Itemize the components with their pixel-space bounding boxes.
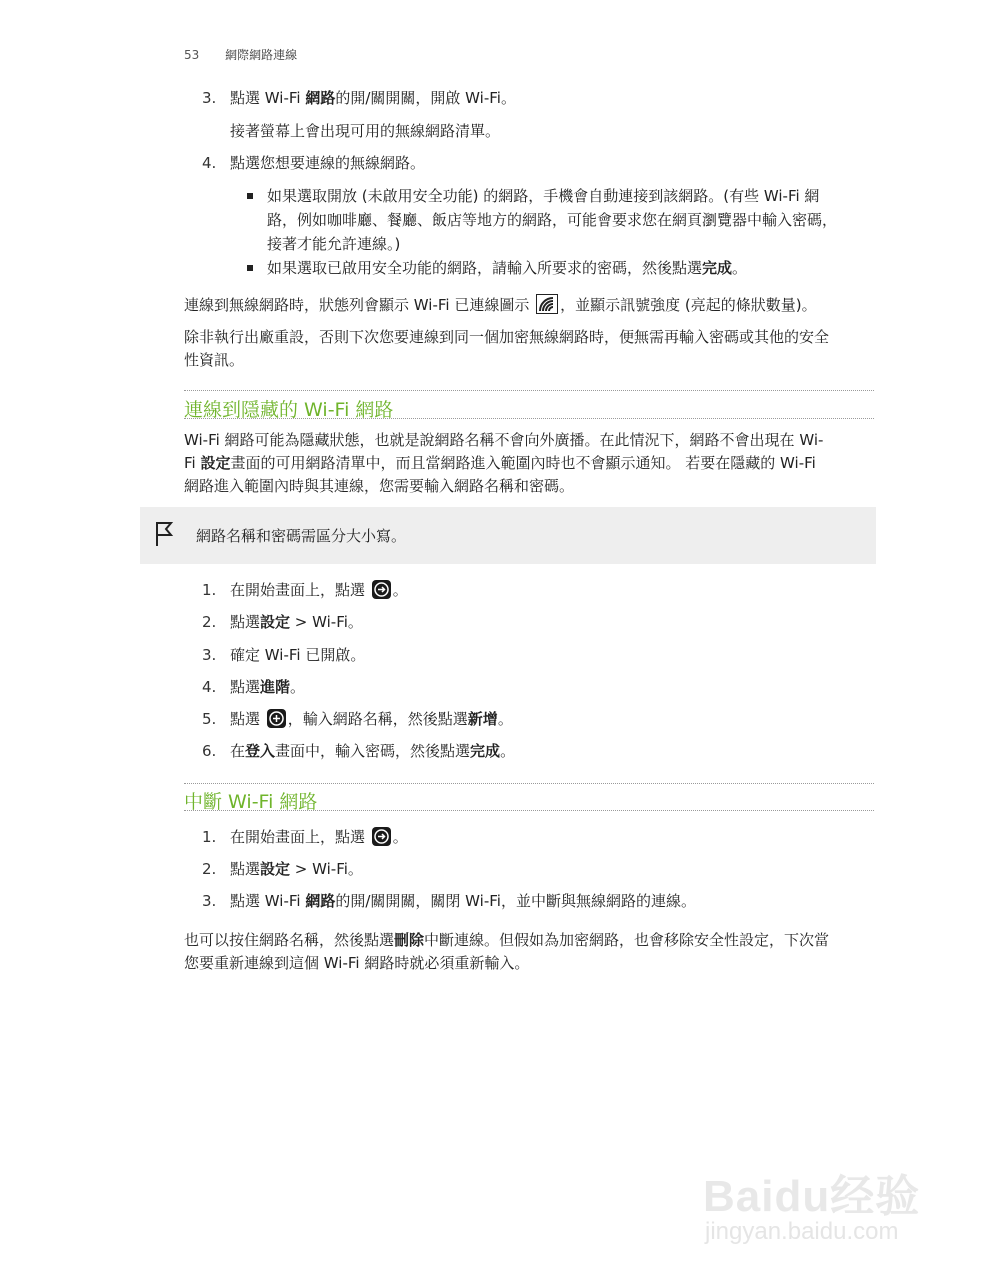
reset-paragraph-line-1: 除非執行出廠重設，否則下次您要連線到同一個加密無線網路時，便無需再輸入密碼或其他的安全 [184,328,830,346]
section-title-hidden-network: 連線到隱藏的 Wi-Fi 網路 [184,399,394,421]
bullet-2: 如果選取已啟用安全功能的網路，請輸入所要求的密碼，然後點選完成。 [267,259,748,277]
disconnect-step-1: 1. 在開始畫面上，點選 。 [202,828,408,846]
hidden-step-2: 2. 點選設定 > Wi-Fi。 [202,613,363,631]
arrow-right-circle-icon [372,580,391,599]
disconnect-outro-line-2: 您要重新連線到這個 Wi-Fi 網路時就必須重新輸入。 [184,954,530,972]
hidden-step-1: 1. 在開始畫面上，點選 。 [202,581,408,599]
hidden-intro-line-3: 網路進入範圍內時與其連線，您需要輸入網路名稱和密碼。 [184,477,575,495]
step-3-subtext: 接著螢幕上會出現可用的無線網路清單。 [230,122,501,140]
hidden-step-5: 5. 點選 ，輸入網路名稱，然後點選新增。 [202,710,513,728]
disconnect-outro-line-1: 也可以按住網路名稱，然後點選刪除中斷連線。但假如為加密網路，也會移除安全性設定，下次當 [184,931,830,949]
page-number: 53 [184,48,200,62]
hidden-intro-line-1: Wi-Fi 網路可能為隱藏狀態，也就是說網路名稱不會向外廣播。在此情況下，網路不會出現在 Wi- [184,431,824,449]
status-paragraph: 連線到無線網路時，狀態列會顯示 Wi-Fi 已連線圖示 ，並顯示訊號強度 (亮起的條狀數量)。 [184,296,817,314]
bullet-marker [247,193,253,199]
header-title: 網際網路連線 [225,48,298,62]
arrow-right-circle-icon [372,827,391,846]
bullet-marker [247,265,253,271]
hidden-step-4: 4. 點選進階。 [202,678,306,696]
page-header [184,46,297,63]
note-text: 網路名稱和密碼需區分大小寫。 [196,527,407,545]
section-divider [184,810,874,811]
section-divider [184,390,874,391]
step-4-select-network: 4. 點選您想要連線的無線網路。 [202,154,426,172]
bullet-1-line-2: 路，例如咖啡廳、餐廳、飯店等地方的網路，可能會要求您在網頁瀏覽器中輸入密碼， [267,211,838,229]
hidden-intro-line-2: Fi 設定畫面的可用網路清單中，而且當網路進入範圍內時也不會顯示通知。 若要在隱藏的 Wi-Fi [184,454,816,472]
wifi-connected-icon [536,294,558,314]
flag-icon [155,521,175,547]
hidden-step-3: 3. 確定 Wi-Fi 已開啟。 [202,646,366,664]
reset-paragraph-line-2: 性資訊。 [184,351,245,369]
plus-circle-icon [267,709,286,728]
watermark-logo: Baidu经验 [703,1172,921,1221]
step-3-enable-wifi: 3. 點選 Wi-Fi 網路的開/關開關，開啟 Wi-Fi。 [202,89,516,107]
bullet-1-line-1: 如果選取開放 (未啟用安全功能) 的網路，手機會自動連接到該網路。(有些 Wi-Fi 網 [267,187,820,205]
disconnect-step-2: 2. 點選設定 > Wi-Fi。 [202,860,363,878]
section-divider [184,783,874,784]
bullet-1-line-3: 接著才能允許連線。) [267,235,401,253]
section-divider [184,418,874,419]
disconnect-step-3: 3. 點選 Wi-Fi 網路的開/關開關，關閉 Wi-Fi，並中斷與無線網路的連線。 [202,892,696,910]
section-title-disconnect: 中斷 Wi-Fi 網路 [184,791,318,813]
watermark-url: jingyan.baidu.com [705,1218,899,1245]
hidden-step-6: 6. 在登入畫面中，輸入密碼，然後點選完成。 [202,742,516,760]
